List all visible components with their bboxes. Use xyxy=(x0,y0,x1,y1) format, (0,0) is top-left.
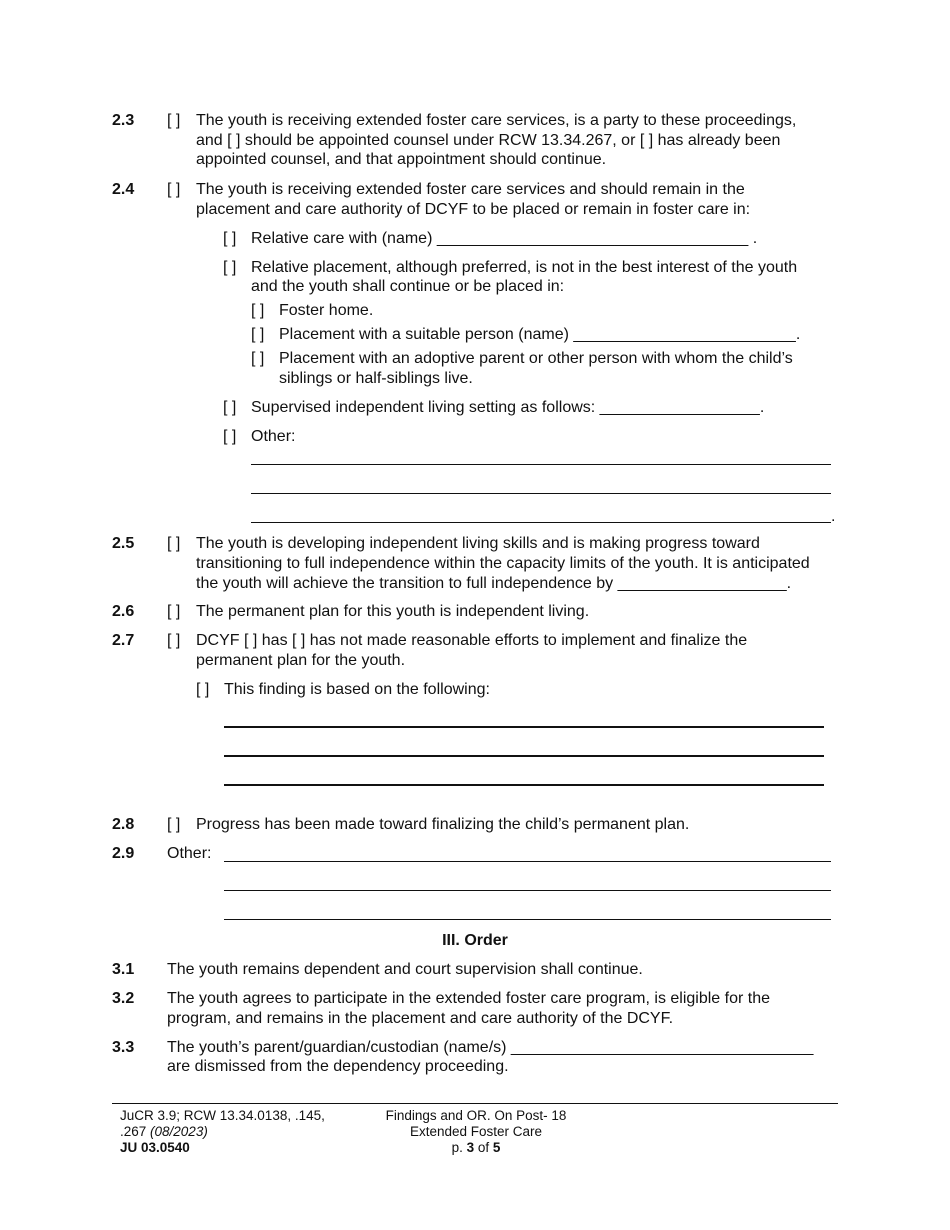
order-heading: III. Order xyxy=(442,932,508,949)
section-2-4-line-2: placement and care authority of DCYF to be placed or remain in foster care in: xyxy=(196,201,751,218)
supervised-living-text: Supervised independent living setting as follows: __________________. xyxy=(251,399,765,416)
other-2-9-line-1[interactable] xyxy=(224,861,831,862)
other-2-4-period: . xyxy=(831,508,836,525)
finding-basis-text: This finding is based on the following: xyxy=(224,681,490,698)
section-3-1-text: The youth remains dependent and court supervision shall continue. xyxy=(167,961,643,978)
section-2-3-line-1: The youth is receiving extended foster care services, is a party to these proceedings, xyxy=(196,112,797,129)
other-2-4-line-3[interactable] xyxy=(251,522,831,523)
checkbox-other-2-4[interactable]: [ ] xyxy=(223,428,237,445)
section-number-3-1: 3.1 xyxy=(112,961,135,978)
other-2-4-line-2[interactable] xyxy=(251,493,831,494)
other-2-4-line-1[interactable] xyxy=(251,464,831,465)
footer-form-title-line-2: Extended Foster Care xyxy=(409,1124,543,1139)
other-2-9-line-2[interactable] xyxy=(224,890,831,891)
section-number-2-4: 2.4 xyxy=(112,181,135,198)
finding-basis-line-3[interactable] xyxy=(224,784,824,786)
footer-rule-citation-line-2: .267 (08/2023) xyxy=(120,1124,208,1139)
relative-care-text: Relative care with (name) ___________________________________ . xyxy=(251,230,758,247)
footer-page-number: p. 3 of 5 xyxy=(451,1140,501,1155)
footer-divider xyxy=(112,1103,838,1104)
adoptive-parent-line-1: Placement with an adoptive parent or other person with whom the child’s xyxy=(279,350,793,367)
checkbox-2-7[interactable]: [ ] xyxy=(167,632,181,649)
section-number-2-6: 2.6 xyxy=(112,603,135,620)
section-3-2-line-1: The youth agrees to participate in the extended foster care program, is eligible for the xyxy=(167,990,771,1007)
checkbox-adoptive-parent[interactable]: [ ] xyxy=(251,350,265,367)
relative-placement-line-2: and the youth shall continue or be placed in: xyxy=(251,278,565,295)
section-number-3-2: 3.2 xyxy=(112,990,135,1007)
checkbox-relative-care[interactable]: [ ] xyxy=(223,230,237,247)
section-2-7-line-1: DCYF [ ] has [ ] has not made reasonable efforts to implement and finalize the xyxy=(196,632,748,649)
foster-home-text: Foster home. xyxy=(279,302,374,319)
section-3-3-line-2: are dismissed from the dependency proceeding. xyxy=(167,1058,509,1075)
checkbox-2-3[interactable]: [ ] xyxy=(167,112,181,129)
checkbox-relative-placement[interactable]: [ ] xyxy=(223,259,237,276)
section-number-3-3: 3.3 xyxy=(112,1039,135,1056)
section-2-8-text: Progress has been made toward finalizing the child’s permanent plan. xyxy=(196,816,690,833)
finding-basis-line-1[interactable] xyxy=(224,726,824,728)
checkbox-2-5[interactable]: [ ] xyxy=(167,535,181,552)
suitable-person-text: Placement with a suitable person (name) _________________________. xyxy=(279,326,801,343)
finding-basis-line-2[interactable] xyxy=(224,755,824,757)
checkbox-finding-basis[interactable]: [ ] xyxy=(196,681,210,698)
checkbox-foster-home[interactable]: [ ] xyxy=(251,302,265,319)
section-number-2-9: 2.9 xyxy=(112,845,135,862)
other-2-9-line-3[interactable] xyxy=(224,919,831,920)
section-2-4-line-1: The youth is receiving extended foster care services and should remain in the xyxy=(196,181,745,198)
checkbox-2-8[interactable]: [ ] xyxy=(167,816,181,833)
checkbox-supervised-living[interactable]: [ ] xyxy=(223,399,237,416)
checkbox-2-4[interactable]: [ ] xyxy=(167,181,181,198)
section-number-2-7: 2.7 xyxy=(112,632,135,649)
relative-placement-line-1: Relative placement, although preferred, is not in the best interest of the youth xyxy=(251,259,798,276)
section-number-2-3: 2.3 xyxy=(112,112,135,129)
section-2-9-label: Other: xyxy=(167,845,212,862)
footer-revision-date: (08/2023) xyxy=(150,1124,208,1139)
adoptive-parent-line-2: siblings or half-siblings live. xyxy=(279,370,473,387)
section-2-7-line-2: permanent plan for the youth. xyxy=(196,652,406,669)
section-number-2-5: 2.5 xyxy=(112,535,135,552)
section-2-3-line-2: and [ ] should be appointed counsel under RCW 13.34.267, or [ ] has already been xyxy=(196,132,781,149)
section-2-6-text: The permanent plan for this youth is independent living. xyxy=(196,603,590,620)
section-3-3-line-1: The youth’s parent/guardian/custodian (name/s) __________________________________ xyxy=(167,1039,814,1056)
section-3-2-line-2: program, and remains in the placement and care authority of the DCYF. xyxy=(167,1010,674,1027)
footer-form-number: JU 03.0540 xyxy=(120,1140,190,1155)
checkbox-suitable-person[interactable]: [ ] xyxy=(251,326,265,343)
section-2-3-line-3: appointed counsel, and that appointment should continue. xyxy=(196,151,607,168)
section-2-5-line-3: the youth will achieve the transition to full independence by ___________________. xyxy=(196,575,792,592)
footer-rule-citation-line-1: JuCR 3.9; RCW 13.34.0138, .145, xyxy=(120,1108,325,1123)
section-2-5-line-2: transitioning to full independence within the capacity limits of the youth. It is anticipated xyxy=(196,555,810,572)
section-2-5-line-1: The youth is developing independent living skills and is making progress toward xyxy=(196,535,760,552)
footer-form-title-line-1: Findings and OR. On Post- 18 xyxy=(385,1108,567,1123)
checkbox-2-6[interactable]: [ ] xyxy=(167,603,181,620)
other-2-4-label: Other: xyxy=(251,428,296,445)
section-number-2-8: 2.8 xyxy=(112,816,135,833)
